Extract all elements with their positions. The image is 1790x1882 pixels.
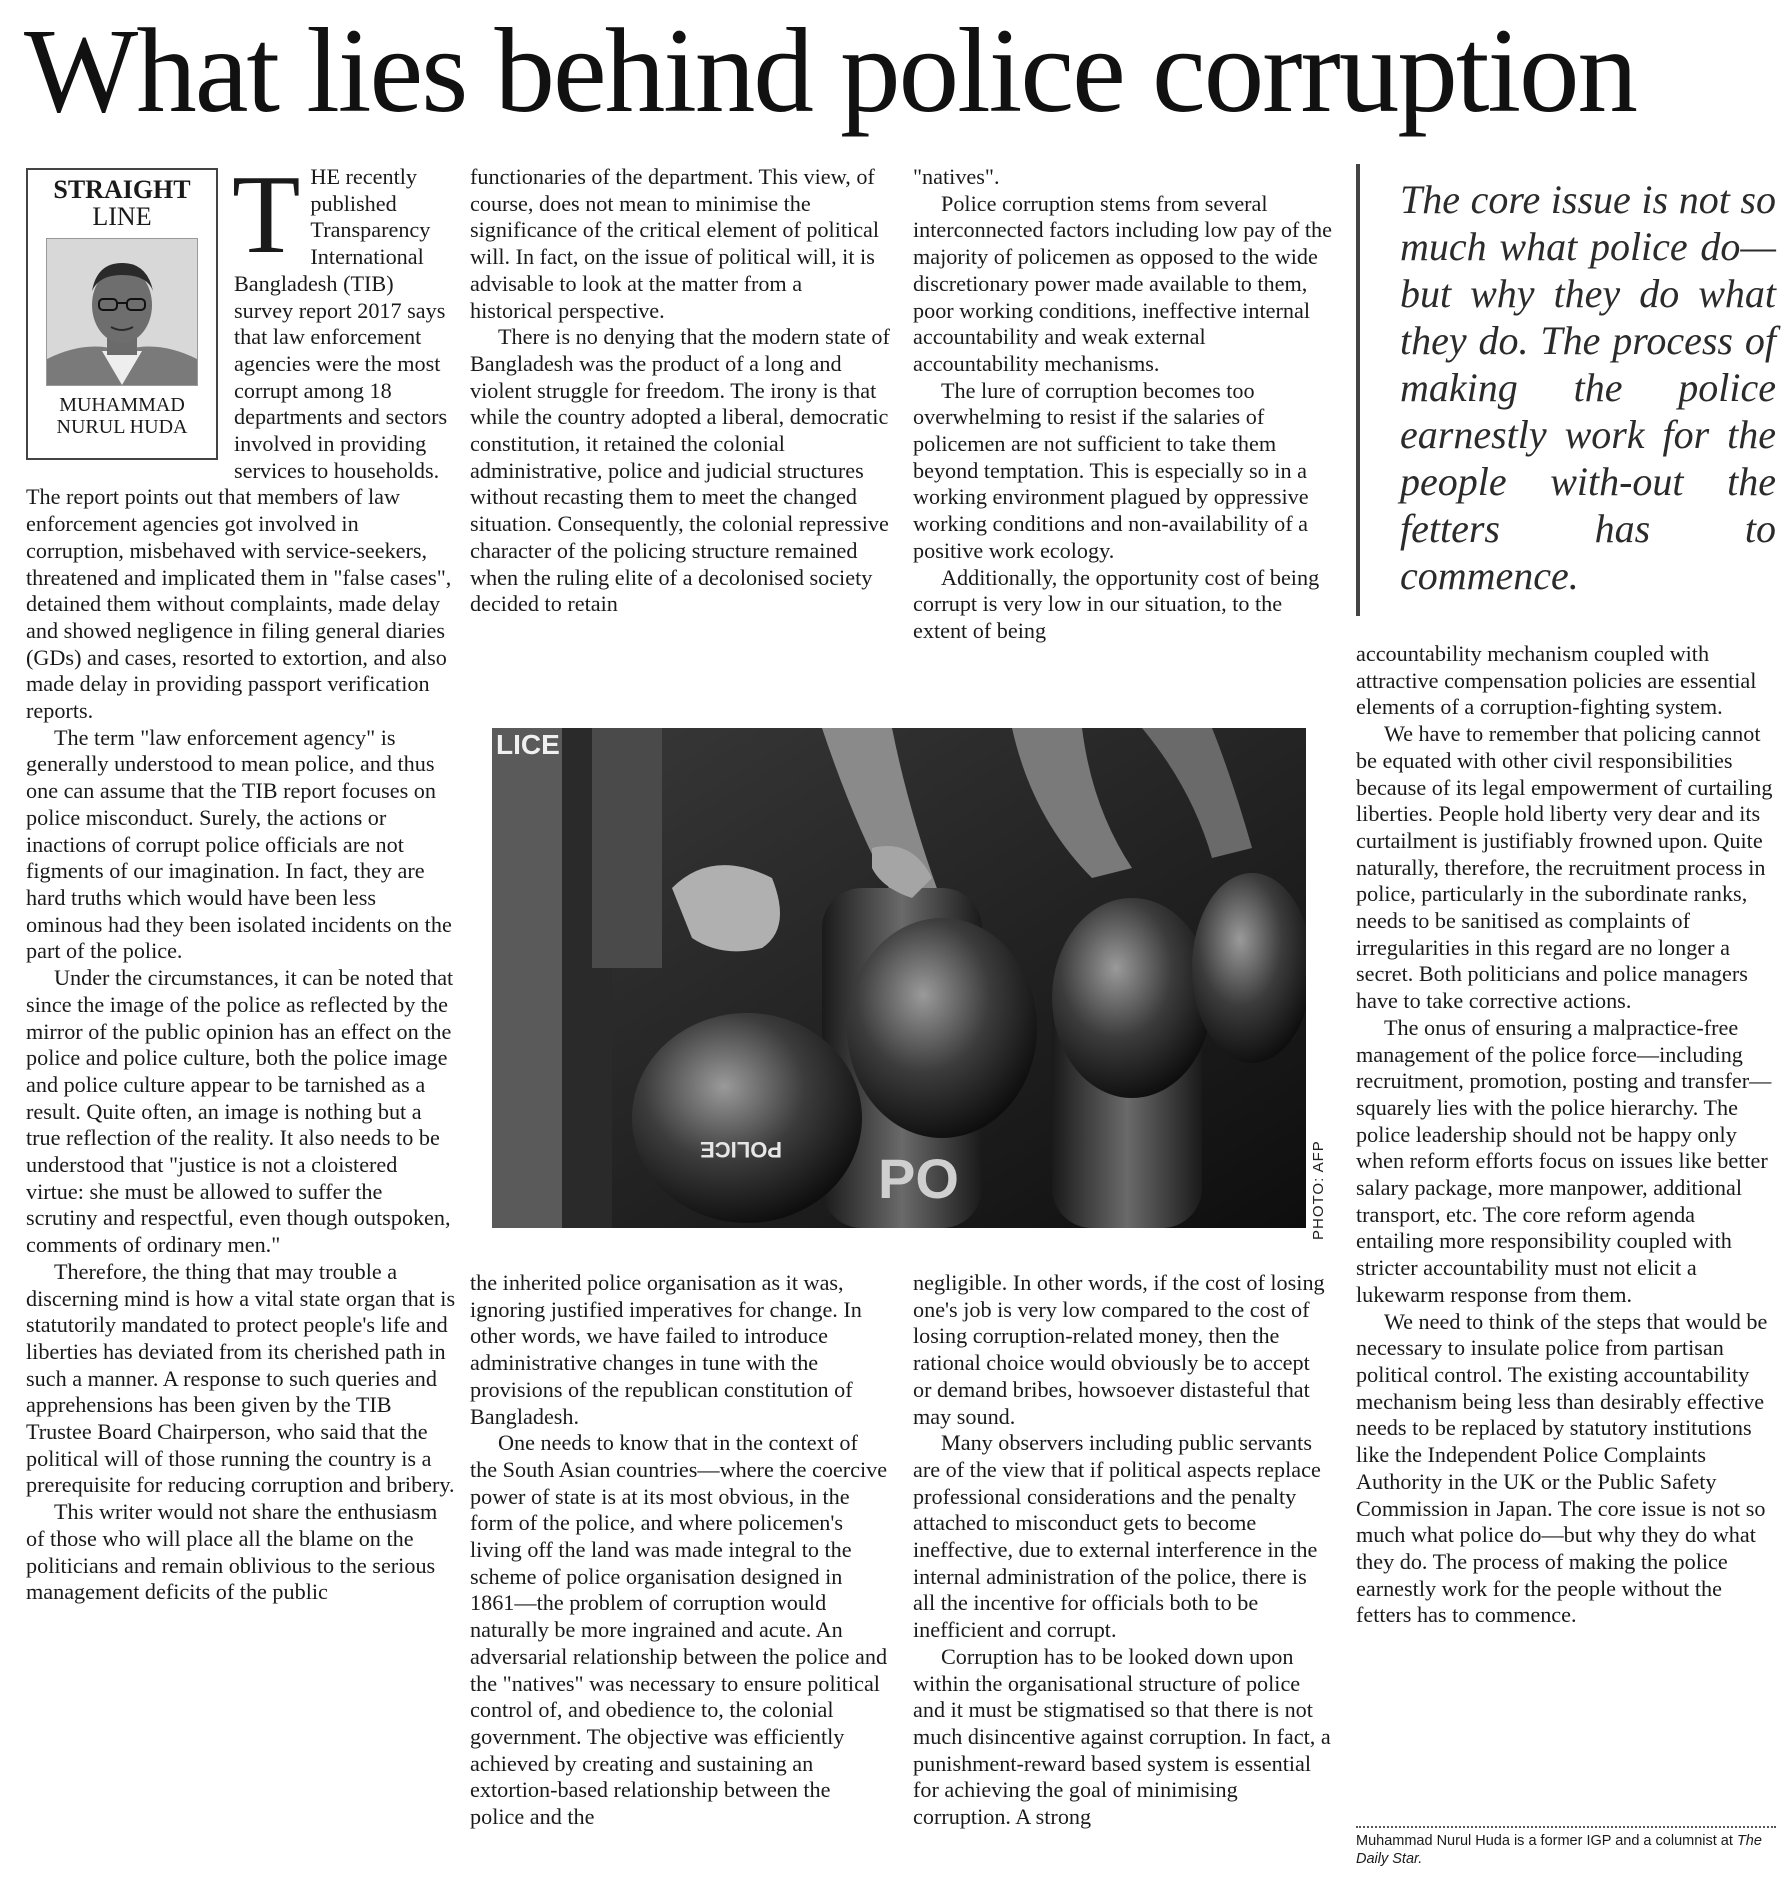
author-name-line-1: MUHAMMAD (59, 394, 185, 416)
news-photo (492, 728, 1306, 1228)
column-subtitle: LINE (92, 202, 152, 231)
article-column-1 (26, 164, 456, 1880)
article-column-4 (1356, 641, 1776, 1823)
article-column-3-top (913, 164, 1333, 704)
paragraph: One needs to know that in the context of the South Asian countries—where the coercive power of state is at its most obvious, in the form of the police, and where policemen's living off the land was made integral to the scheme of police organisation designed in 1861—the problem of corruption would naturally be more ingrained and acute. An adversarial relationship between the police and the "natives" was necessary to ensure political control of, and obedience to, the colonial government. The objective was efficiently achieved by creating and sustaining an extortion-based relationship between the police and the (470, 1430, 888, 1830)
paragraph: functionaries of the department. This view, of course, does not mean to minimise the significance of the critical element of political will. In fact, on the issue of political will, it is advisable to look at the matter from a historical perspective. (470, 164, 880, 323)
paragraph: The onus of ensuring a malpractice-free management of the police force—including recruitment, promotion, posting and transfer—squarely lies with the police hierarchy. The police leadership should not be happy only when reform efforts focus on issues like better salary package, more manpower, additional transport, etc. The core reform agenda entailing more responsibility coupled with stricter accountability must not elicit a lukewarm response from them. (1356, 1014, 1772, 1307)
paragraph: accountability mechanism coupled with attractive compensation policies are essential elements of a corruption-fighting system. (1356, 641, 1757, 720)
paragraph: negligible. In other words, if the cost of losing one's job is very low compared to the cost of losing corruption-related money, then the rational choice would obviously be to accept or demand bribes, howsoever distasteful that may sound. (913, 1270, 1325, 1429)
paragraph: The term "law enforcement agency" is generally understood to mean police, and thus one can assume that the TIB report focuses on police misconduct. Surely, the actions or inactions of corrupt police officials are not figments of our imagination. In fact, they are hard truths which would have been less ominous had they been isolated incidents on the part of the police. (26, 724, 452, 964)
paragraph-text: HE recently published Transparency International Bangladesh (TIB) survey report 2017 says that law enforcement agencies were the most corrupt among 18 departments and sectors involved in providing services to households. The report points out that members of law enforcement agencies got involved in corruption, misbehaved with service-seekers, threatened and implicated them in "false cases", detained them without complaints, made delay and showed negligence in filing general diaries (GDs) and cases, resorted to extortion, and also made delay in providing passport verification reports. (26, 164, 452, 724)
paragraph: Additionally, the opportunity cost of being corrupt is very low in our situation, to the extent of being (913, 564, 1320, 643)
author-bio-text: Muhammad Nurul Huda is a former IGP and a columnist at (1356, 1833, 1733, 1849)
author-portrait (46, 238, 198, 386)
paragraph: There is no denying that the modern state of Bangladesh was the product of a long and violent struggle for freedom. The irony is that while the country adopted a liberal, democratic constitution, it retained the colonial administrative, police and judicial structures without recasting them to meet the changed situation. Consequently, the colonial repressive character of the policing structure remained when the ruling elite of a decolonised society decided to retain (470, 324, 890, 617)
photo-shield-text-2: PO (878, 1147, 959, 1210)
paragraph: We need to think of the steps that would be necessary to insulate police from partisan political control. The existing accountability mechanism being less than desirably effective needs to be replaced by statutory institutions like the Independent Police Complaints Authority in the UK or the Public Safety Commission in Japan. The core issue is not so much what police do—but why they do what they do. The process of making the police earnestly work for the people without the fetters has to commence. (1356, 1308, 1768, 1628)
photo-shield-text: POLICE (700, 1137, 782, 1162)
paragraph: Therefore, the thing that may trouble a discerning mind is how a vital state organ that is statutorily mandated to protect people's life and liberties has deviated from its cherished path in such a manner. A response to such queries and apprehensions has been given by the TIB Trustee Board Chairperson, who said that the political will of those running the country is a prerequisite for reducing corruption and bribery. (26, 1258, 456, 1498)
drop-cap: T (232, 164, 301, 277)
photo-top-text: LICE (496, 729, 560, 760)
paragraph: "natives". (913, 164, 1000, 189)
paragraph: We have to remember that policing cannot be equated with other civil responsibilities because of its legal empowerment of curtailing liberties. People hold liberty very dear and its curtailment is justifiably frowned upon. Quite naturally, therefore, the recruitment process in police, particularly in the subordinate ranks, needs to be sanitised as complaints of irregularities in this regard are no longer a secret. Both politicians and police managers have to take corrective actions. (1356, 721, 1773, 1014)
paragraph: the inherited police organisation as it was, ignoring justified imperatives for change. In other words, we have failed to introduce administrative changes in tune with the provisions of the republican constitution of Bangladesh. (470, 1270, 862, 1429)
headline: What lies behind police corruption (24, 4, 1637, 138)
paragraph: Corruption has to be looked down upon within the organisational structure of police and it must be stigmatised so that there is not much disincentive against corruption. In fact, a punishment-reward based system is essential for achieving the goal of minimising corruption. A strong (913, 1643, 1331, 1830)
author-name-line-2: NURUL HUDA (56, 416, 188, 438)
paragraph: Police corruption stems from several interconnected factors including low pay of the majority of policemen as opposed to the wide discretionary power made available to them, poor working conditions, ineffective internal accountability and weak external accountability mechanisms. (913, 190, 1332, 376)
paragraph: The lure of corruption becomes too overwhelming to resist if the salaries of policemen are not sufficient to take them beyond temptation. This is especially so in a working environment plagued by oppressive working conditions and non-availability of a positive work ecology. (913, 377, 1309, 563)
article-column-3-bottom (913, 1270, 1333, 1880)
column-title: STRAIGHT (53, 175, 191, 204)
photo-credit: PHOTO: AFP (1310, 1140, 1327, 1240)
paragraph: Under the circumstances, it can be noted that since the image of the police as reflected by the mirror of the public opinion has an effect on the police and police culture, both the police image and police culture appear to be tarnished as a result. Quite often, an image is nothing but a true reflection of the reality. It also needs to be understood that "justice is not a cloistered virtue: she must be allowed to suffer the scrutiny and respectful, even though outspoken, comments of ordinary men." (26, 965, 454, 1258)
article-column-2-top (470, 164, 890, 704)
author-bio (1356, 1826, 1776, 1876)
paragraph: This writer would not share the enthusiasm of those who will place all the blame on the politicians and remain oblivious to the serious management deficits of the public (26, 1499, 438, 1605)
paragraph: Many observers including public servants are of the view that if political aspects replace professional considerations and the penalty attached to misconduct gets to become ineffective, due to external interference in the internal administration of the police, there is all the incentive for officials both to be inefficient and corrupt. (913, 1430, 1321, 1643)
article-column-2-bottom (470, 1270, 890, 1880)
publication-name: The Daily Star. (1356, 1833, 1762, 1867)
pull-quote: The core issue is not so much what police do—but why they do what they do. The process of making the police earnestly work for the people with-out the fetters has to commence. (1356, 164, 1776, 616)
column-byline-box (26, 168, 218, 460)
